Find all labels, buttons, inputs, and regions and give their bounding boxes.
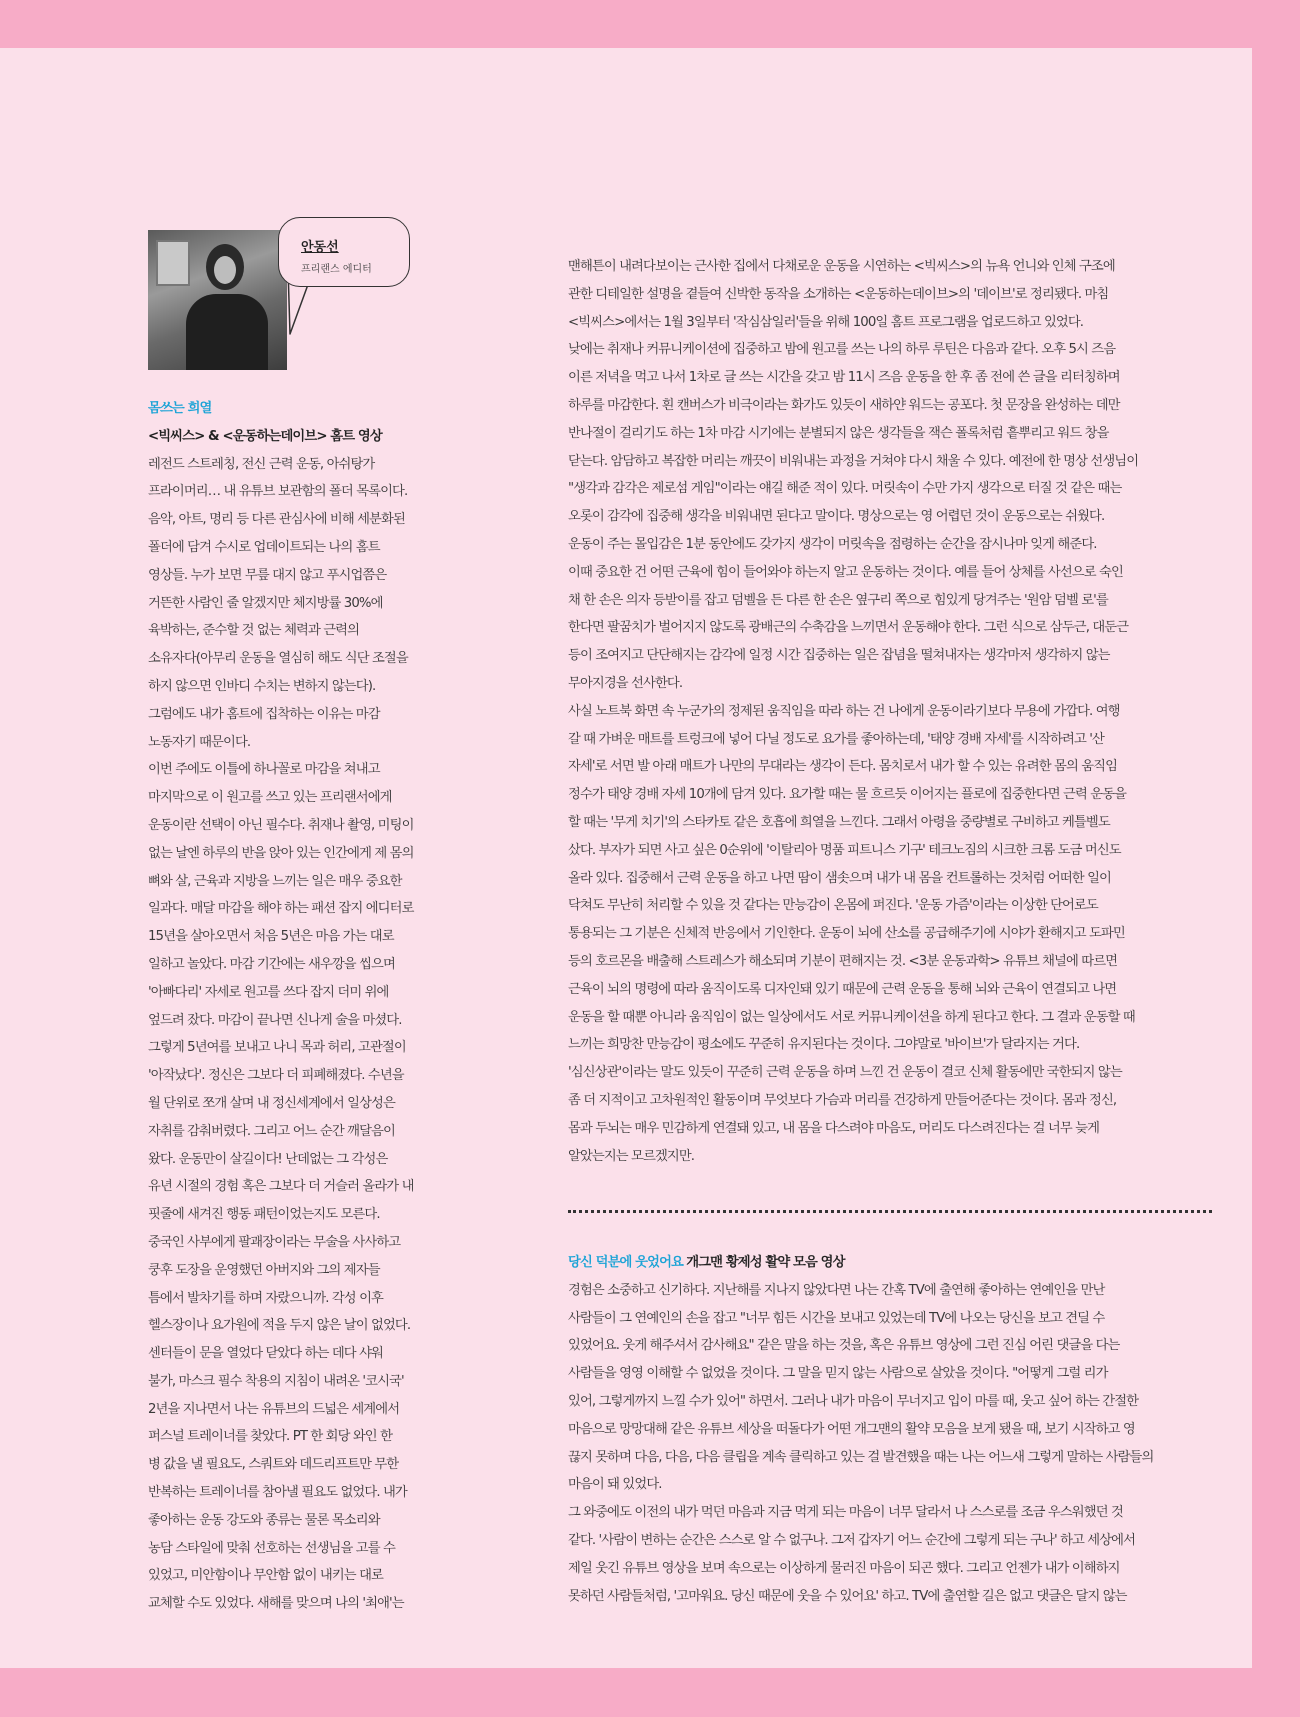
author-name: 안동선 bbox=[301, 240, 339, 255]
text-line: 교체할 수도 있었다. 새해를 맞으며 나의 '최애'는 bbox=[148, 1596, 404, 1612]
text-line: '아작났다'. 정신은 그보다 더 피폐해졌다. 수년을 bbox=[148, 1068, 404, 1084]
text-line: 닫는다. 암담하고 복잡한 머리는 깨끗이 비워내는 과정을 거쳐야 다시 채울 수 있다. 예전에 한 명상 선생님이 bbox=[568, 453, 1139, 469]
text-line: 일하고 놀았다. 마감 기간에는 새우깡을 씹으며 bbox=[148, 956, 395, 972]
text-line: 등이 조여지고 단단해지는 감각에 일정 시간 집중하는 일은 잡념을 떨쳐내자는 생각마저 생각하지 않는 bbox=[568, 648, 1110, 664]
second-section-category: 당신 덕분에 웃었어요 bbox=[568, 1255, 683, 1270]
second-section-subtitle: 개그맨 황제성 활약 모음 영상 bbox=[686, 1255, 845, 1270]
text-line: 운동이 주는 몰입감은 1분 동안에도 갖가지 생각이 머릿속을 점령하는 순간을 잠시나마 잊게 해준다. bbox=[568, 536, 1097, 552]
text-line: 사람들이 그 연예인의 손을 잡고 "너무 힘든 시간을 보내고 있었는데 TV에 나오는 당신을 보고 견딜 수 bbox=[568, 1310, 1105, 1326]
text-line: 농담 스타일에 맞춰 선호하는 선생님을 고를 수 bbox=[148, 1540, 395, 1556]
text-line: 하지 않으면 인바디 수치는 변하지 않는다). bbox=[148, 678, 376, 694]
text-line: 마음으로 망망대해 같은 유튜브 세상을 떠돌다가 어떤 개그맨의 활약 모음을 보게 됐을 때, 보기 시작하고 영 bbox=[568, 1421, 1135, 1437]
left-column bbox=[148, 395, 448, 1618]
text-line: 하루를 마감한다. 흰 캔버스가 비극이라는 화가도 있듯이 새하얀 워드는 공포다. 첫 문장을 완성하는 데만 bbox=[568, 397, 1120, 413]
text-line: 핏줄에 새겨진 행동 패턴이었는지도 모른다. bbox=[148, 1207, 380, 1223]
text-line: 그 와중에도 이전의 내가 먹던 마음과 지금 먹게 되는 마음이 너무 달라서 나 스스로를 조금 우스워했던 것 bbox=[568, 1505, 1123, 1521]
text-line: 없는 날엔 하루의 반을 앉아 있는 인간에게 제 몸의 bbox=[148, 845, 414, 861]
text-line: 근육이 뇌의 명령에 따라 움직이도록 디자인돼 있기 때문에 근력 운동을 통해 뇌와 근육이 연결되고 나면 bbox=[568, 981, 1117, 997]
text-line: 같다. '사람이 변하는 순간은 스스로 알 수 없구나. 그저 갑자기 어느 순간에 그렇게 되는 구나' 하고 세상에서 bbox=[568, 1532, 1136, 1548]
text-line: "생각과 감각은 제로섬 게임"이라는 얘길 해준 적이 있다. 머릿속이 수만 가지 생각으로 터질 것 같은 때는 bbox=[568, 481, 1122, 497]
text-line: 사실 노트북 화면 속 누군가의 정제된 움직임을 따라 하는 건 나에게 운동이라기보다 무용에 가깝다. 여행 bbox=[568, 703, 1120, 719]
text-line: 있었어요. 웃게 해주셔서 감사해요" 같은 말을 하는 것을, 혹은 유튜브 영상에 그런 진심 어린 댓글을 다는 bbox=[568, 1338, 1120, 1354]
text-line: 이때 중요한 건 어떤 근육에 힘이 들어와야 하는지 알고 운동하는 것이다. 예를 들어 상체를 사선으로 숙인 bbox=[568, 564, 1123, 580]
text-line: 음악, 아트, 명리 등 다른 관심사에 비해 세분화된 bbox=[148, 512, 405, 528]
text-line: 일과다. 매달 마감을 해야 하는 패션 잡지 에디터로 bbox=[148, 901, 414, 917]
text-line: 좀 더 지적이고 고차원적인 활동이며 무엇보다 가슴과 머리를 건강하게 만들어준다는 것이다. 몸과 정신, bbox=[568, 1092, 1117, 1108]
text-line: 이번 주에도 이틀에 하나꼴로 마감을 쳐내고 bbox=[148, 762, 380, 778]
second-section-heading bbox=[568, 1249, 1208, 1277]
text-line: 샀다. 부자가 되면 사고 싶은 0순위에 '이탈리아 명품 피트니스 기구' 테크노짐의 시크한 크롬 도금 머신도 bbox=[568, 842, 1121, 858]
text-line: 등의 호르몬을 배출해 스트레스가 해소되며 기분이 편해지는 것. <3분 운동과학> 유튜브 채널에 따르면 bbox=[568, 953, 1118, 969]
text-line: 끊지 못하며 다음, 다음, 다음 클립을 계속 클릭하고 있는 걸 발견했을 때는 나는 어느새 그렇게 말하는 사람들의 bbox=[568, 1449, 1154, 1465]
text-line: 제일 웃긴 유튜브 영상을 보며 속으로는 이상하게 물러진 마음이 되곤 했다. 그리고 언젠가 내가 이해하지 bbox=[568, 1560, 1120, 1576]
text-line: 중국인 사부에게 팔괘장이라는 무술을 사사하고 bbox=[148, 1234, 401, 1250]
text-line: 알았는지는 모르겠지만. bbox=[568, 1148, 695, 1164]
author-role: 프리랜스 에디터 bbox=[301, 264, 372, 275]
text-line: 운동이란 선택이 아닌 필수다. 취재나 촬영, 미팅이 bbox=[148, 817, 414, 833]
text-line: 월 단위로 쪼개 살며 내 정신세계에서 일상성은 bbox=[148, 1095, 395, 1111]
text-line: <빅씨스>에서는 1월 3일부터 '작심삼일러'들을 위해 100일 홈트 프로그램을 업로드하고 있었다. bbox=[568, 314, 1084, 330]
text-line: 퍼스널 트레이너를 찾았다. PT 한 회당 와인 한 bbox=[148, 1429, 393, 1445]
text-line: 올라 있다. 집중해서 근력 운동을 하고 나면 땀이 샘솟으며 내가 내 몸을 컨트롤하는 것처럼 어떠한 일이 bbox=[568, 870, 1111, 886]
text-line: 통용되는 그 기분은 신체적 반응에서 기인한다. 운동이 뇌에 산소를 공급해주기에 시야가 환해지고 도파민 bbox=[568, 926, 1125, 942]
text-line: 갈 때 가벼운 매트를 트렁크에 넣어 다닐 정도로 요가를 좋아하는데, '태양 경배 자세'를 시작하려고 '산 bbox=[568, 731, 1104, 747]
text-line: '아빠다리' 자세로 원고를 쓰다 잡지 더미 위에 bbox=[148, 984, 389, 1000]
section-category: 몸쓰는 희열 bbox=[148, 401, 212, 416]
text-line: 마음이 돼 있었다. bbox=[568, 1477, 662, 1493]
text-line: 이른 저녁을 먹고 나서 1차로 글 쓰는 시간을 갖고 밤 11시 즈음 운동을 한 후 좀 전에 쓴 글을 리터칭하며 bbox=[568, 370, 1120, 386]
text-line: 채 한 손은 의자 등받이를 잡고 덤벨을 든 다른 한 손은 옆구리 쪽으로 힘있게 당겨주는 '원암 덤벨 로'를 bbox=[568, 592, 1108, 608]
text-line: 자세'로 서면 발 아래 매트가 나만의 무대라는 생각이 든다. 몸치로서 내가 할 수 있는 유려한 몸의 움직임 bbox=[568, 759, 1118, 775]
author-speech-bubble bbox=[278, 217, 410, 287]
text-line: 프라이머리… 내 유튜브 보관함의 폴더 목록이다. bbox=[148, 484, 408, 500]
text-line: 못하던 사람들처럼, '고마워요. 당신 때문에 웃을 수 있어요' 하고. TV에 출연할 길은 없고 댓글은 달지 않는 bbox=[568, 1588, 1127, 1604]
text-line: 반나절이 걸리기도 하는 1차 마감 시기에는 분별되지 않은 생각들을 잭슨 폴록처럼 흩뿌리고 워드 창을 bbox=[568, 425, 1109, 441]
text-line: 몸과 두뇌는 매우 민감하게 연결돼 있고, 내 몸을 다스려야 마음도, 머리도 다스려진다는 걸 너무 늦게 bbox=[568, 1120, 1100, 1136]
second-section-body bbox=[568, 1277, 1208, 1611]
right-body bbox=[568, 253, 1208, 1170]
text-line: '심신상관'이라는 말도 있듯이 꾸준히 근력 운동을 하며 느낀 건 운동이 결코 신체 활동에만 국한되지 않는 bbox=[568, 1065, 1122, 1081]
text-line: 쿵후 도장을 운영했던 아버지와 그의 제자들 bbox=[148, 1262, 380, 1278]
text-line: 그렇게 5년여를 보내고 나니 목과 허리, 고관절이 bbox=[148, 1040, 406, 1056]
text-line: 무아지경을 선사한다. bbox=[568, 675, 683, 691]
second-section bbox=[568, 1249, 1208, 1610]
text-line: 있어, 그렇게까지 느낄 수가 있어" 하면서. 그러나 내가 마음이 무너지고 입이 마를 때, 웃고 싶어 하는 간절한 bbox=[568, 1393, 1139, 1409]
text-line: 마지막으로 이 원고를 쓰고 있는 프리랜서에게 bbox=[148, 790, 392, 806]
text-line: 뼈와 살, 근육과 지방을 느끼는 일은 매우 중요한 bbox=[148, 873, 402, 889]
text-line: 좋아하는 운동 강도와 종류는 물론 목소리와 bbox=[148, 1512, 380, 1528]
text-line: 15년을 살아오면서 처음 5년은 마음 가는 대로 bbox=[148, 929, 394, 945]
author-photo bbox=[148, 230, 287, 370]
text-line: 엎드려 잤다. 마감이 끝나면 신나게 술을 마셨다. bbox=[148, 1012, 402, 1028]
text-line: 병 값을 낼 필요도, 스쿼트와 데드리프트만 무한 bbox=[148, 1457, 399, 1473]
text-line: 오롯이 감각에 집중해 생각을 비워내면 된다고 말이다. 명상으로는 영 어렵던 것이 운동으로는 쉬웠다. bbox=[568, 509, 1105, 525]
text-line: 불가, 마스크 필수 착용의 지침이 내려온 '코시국' bbox=[148, 1373, 404, 1389]
text-line: 운동을 할 때뿐 아니라 움직임이 없는 일상에서도 서로 커뮤니케이션을 하게 된다고 한다. 그 결과 운동할 때 bbox=[568, 1009, 1135, 1025]
text-line: 닥쳐도 무난히 처리할 수 있을 것 같다는 만능감이 온몸에 퍼진다. '운동 가즘'이라는 이상한 단어로도 bbox=[568, 898, 1098, 914]
text-line: 레전드 스트레칭, 전신 근력 운동, 아쉬탕가 bbox=[148, 456, 375, 472]
section-divider bbox=[568, 1210, 1212, 1213]
text-line: 센터들이 문을 열었다 닫았다 하는 데다 샤워 bbox=[148, 1346, 383, 1362]
text-line: 왔다. 운동만이 살길이다! 난데없는 그 각성은 bbox=[148, 1151, 388, 1167]
text-line: 정수가 태양 경배 자세 10개에 담겨 있다. 요가할 때는 물 흐르듯 이어지는 플로에 집중한다면 근력 운동을 bbox=[568, 787, 1127, 803]
left-body bbox=[148, 451, 448, 1618]
text-line: 사람들을 영영 이해할 수 없었을 것이다. 그 말을 믿지 않는 사람으로 살았을 것이다. "어떻게 그럴 리가 bbox=[568, 1366, 1108, 1382]
text-line: 맨해튼이 내려다보이는 근사한 집에서 다채로운 운동을 시연하는 <빅씨스>의 뉴욕 언니와 인체 구조에 bbox=[568, 259, 1115, 274]
text-line: 육박하는, 준수할 것 없는 체력과 근력의 bbox=[148, 623, 360, 639]
text-line: 2년을 지나면서 나는 유튜브의 드넓은 세계에서 bbox=[148, 1401, 400, 1417]
text-line: 노동자기 때문이다. bbox=[148, 734, 251, 750]
text-line: 영상들. 누가 보면 무릎 대지 않고 푸시업쯤은 bbox=[148, 567, 387, 583]
text-line: 소유자다(아무리 운동을 열심히 해도 식단 조절을 bbox=[148, 651, 408, 667]
text-line: 유년 시절의 경험 혹은 그보다 더 거슬러 올라가 내 bbox=[148, 1179, 414, 1195]
text-line: 관한 디테일한 설명을 곁들여 신박한 동작을 소개하는 <운동하는데이브>의 '데이브'로 정리됐다. 마침 bbox=[568, 286, 1109, 302]
text-line: 자취를 감춰버렸다. 그리고 어느 순간 깨달음이 bbox=[148, 1123, 395, 1139]
text-line: 그럼에도 내가 홈트에 집착하는 이유는 마감 bbox=[148, 706, 380, 722]
text-line: 반복하는 트레이너를 참아낼 필요도 없었다. 내가 bbox=[148, 1485, 407, 1501]
text-line: 폴더에 담겨 수시로 업데이트되는 나의 홈트 bbox=[148, 539, 380, 555]
text-line: 틈에서 발차기를 하며 자랐으니까. 각성 이후 bbox=[148, 1290, 383, 1306]
text-line: 느끼는 희망찬 만능감이 평소에도 꾸준히 유지된다는 것이다. 그야말로 '바이브'가 달라지는 거다. bbox=[568, 1037, 1080, 1053]
text-line: 한다면 팔꿈치가 벌어지지 않도록 광배근의 수축감을 느끼면서 운동해야 한다. 그런 식으로 삼두근, 대둔근 bbox=[568, 620, 1129, 636]
text-line: 경험은 소중하고 신기하다. 지난해를 지나지 않았다면 나는 간혹 TV에 출연해 좋아하는 연예인을 만난 bbox=[568, 1282, 1105, 1298]
text-line: 있었고, 미안함이나 무안함 없이 내키는 대로 bbox=[148, 1568, 383, 1584]
text-line: 할 때는 '무게 치기'의 스타카토 같은 호흡에 희열을 느낀다. 그래서 아령을 중량별로 구비하고 케틀벨도 bbox=[568, 814, 1110, 830]
text-line: 헬스장이나 요가원에 적을 두지 않은 날이 없었다. bbox=[148, 1318, 411, 1334]
section-subtitle: <빅씨스> & <운동하는데이브> 홈트 영상 bbox=[148, 428, 382, 444]
text-line: 낮에는 취재나 커뮤니케이션에 집중하고 밤에 원고를 쓰는 나의 하루 루틴은 다음과 같다. 오후 5시 즈음 bbox=[568, 342, 1116, 358]
text-line: 거뜬한 사람인 줄 알겠지만 체지방률 30%에 bbox=[148, 595, 383, 611]
right-column bbox=[568, 253, 1208, 1170]
